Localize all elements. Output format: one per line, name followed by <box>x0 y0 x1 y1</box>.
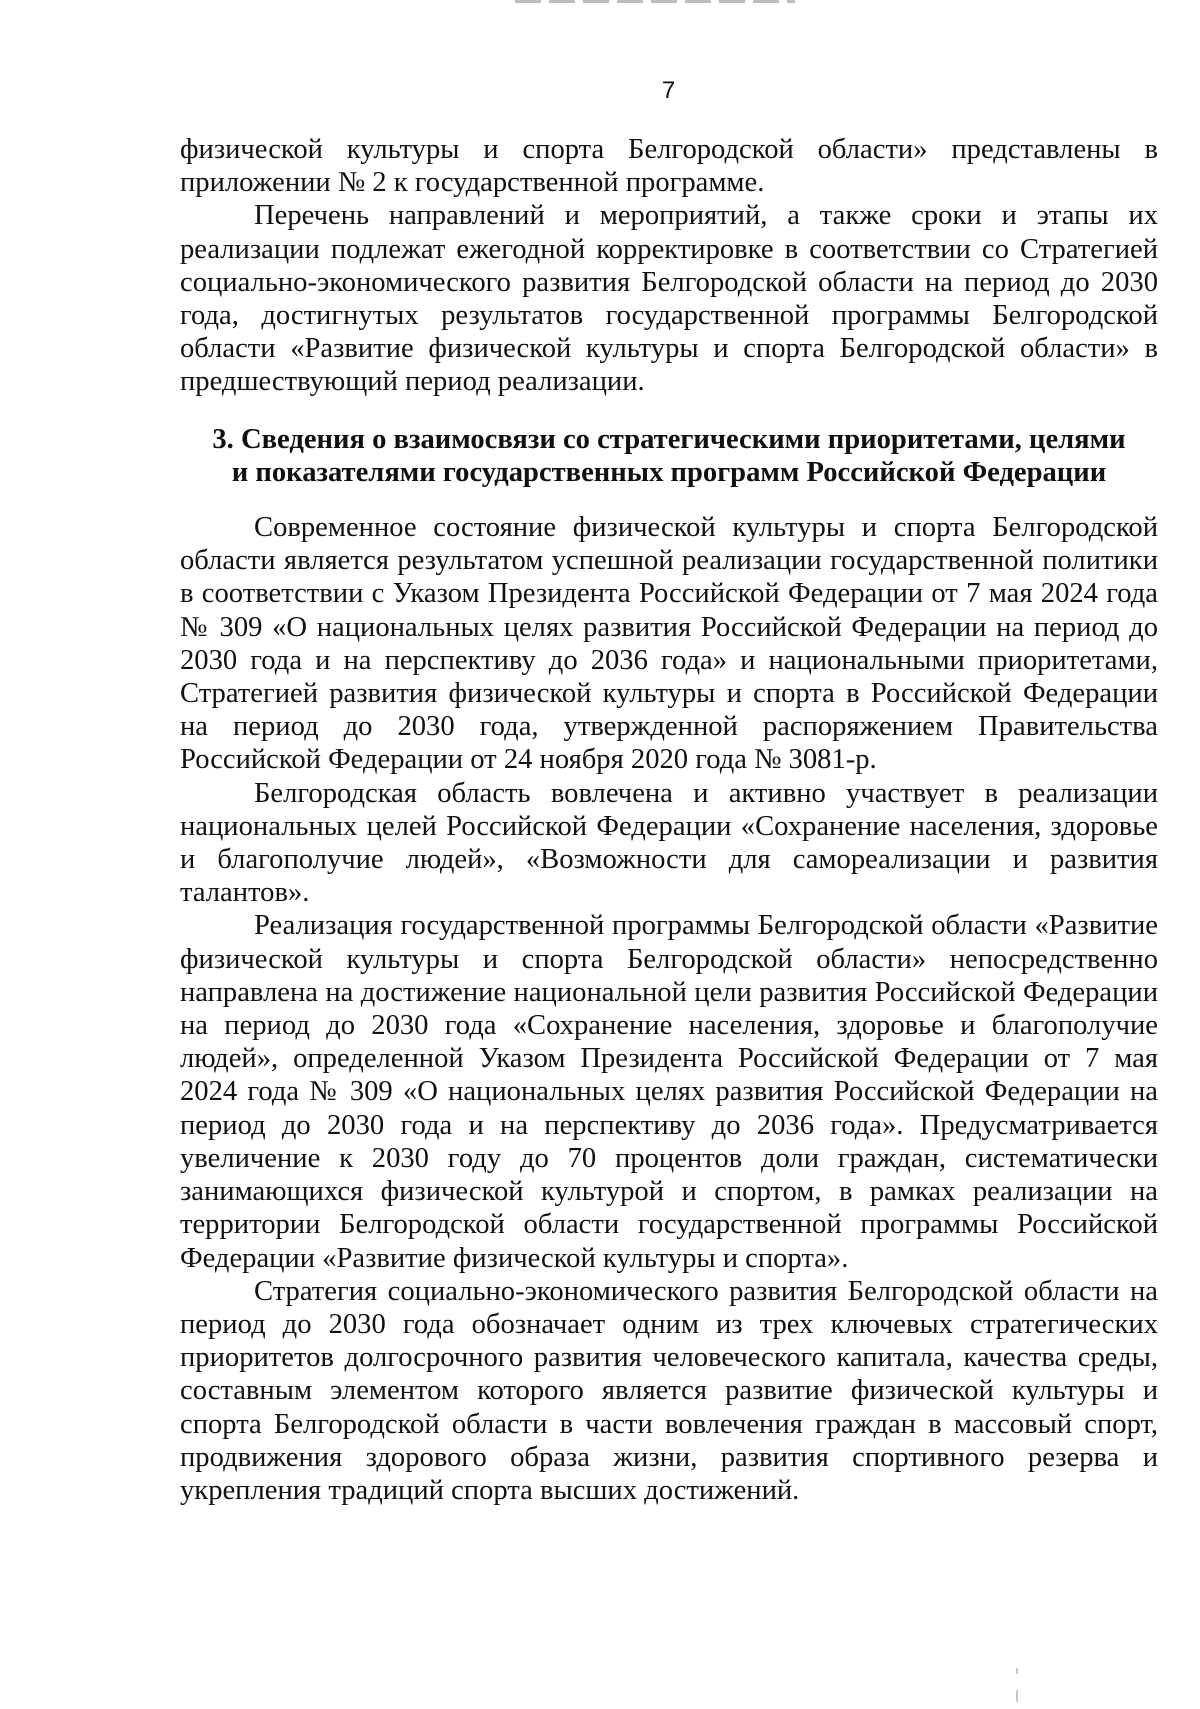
paragraph-continuation: физической культуры и спорта Белгородской области» представлены в приложении № 2 к государственной программе. <box>180 134 1158 199</box>
document-body <box>180 133 1158 1507</box>
scan-edge-artifact <box>515 0 795 3</box>
paragraph: Перечень направлений и мероприятий, а также сроки и этапы их реализации подлежат ежегодной корректировке в соответствии со Стратегией социально-экономического развития Белгородской области на период до 2030 года, достигнутых результатов государственной программы Белгородской области «Развитие физической культуры и спорта Белгородской области» в предшествующий период реализации. <box>180 200 1158 398</box>
paragraph: Современное состояние физической культуры и спорта Белгородской области является результатом успешной реализации государственной политики в соответствии с Указом Президента Российской Федерации от 7 мая 2024 года № 309 «О национальных целях развития Российской Федерации на период до 2030 года и на перспективу до 2036 года» и национальными приоритетами, Стратегией развития физической культуры и спорта в Российской Федерации на период до 2030 года, утвержденной распоряжением Правительства Российской Федерации от 24 ноября 2020 года № 3081-р. <box>180 512 1158 776</box>
section-heading <box>180 423 1158 489</box>
scan-speck <box>1016 1668 1018 1674</box>
paragraph: Стратегия социально-экономического развития Белгородской области на период до 2030 года обозначает одним из трех ключевых стратегических приоритетов долгосрочного развития человеческого капитала, качества среды, составным элементом которого является развитие физической культуры и спорта Белгородской области в части вовлечения граждан в массовый спорт, продвижения здорового образа жизни, развития спортивного резерва и укрепления традиций спорта высших достижений. <box>180 1275 1158 1506</box>
scan-speck <box>1016 1690 1018 1702</box>
page-number: 7 <box>661 77 676 104</box>
section-heading-line: и показателями государственных программ Российской Федерации <box>231 456 1107 488</box>
section-heading-line: 3. Сведения о взаимосвязи со стратегическими приоритетами, целями <box>212 423 1126 455</box>
paragraph: Реализация государственной программы Белгородской области «Развитие физической культуры и спорта Белгородской области» непосредственно направлена на достижение национальной цели развития Российской Федерации на период до 2030 года «Сохранение населения, здоровье и благополучие людей», определенной Указом Президента Российской Федерации от 7 мая 2024 года № 309 «О национальных целях развития Российской Федерации на период до 2030 года и на перспективу до 2036 года». Предусматривается увеличение к 2030 году до 70 процентов доли граждан, систематически занимающихся физической культурой и спортом, в рамках реализации на территории Белгородской области государственной программы Российской Федерации «Развитие физической культуры и спорта». <box>180 910 1158 1274</box>
paragraph: Белгородская область вовлечена и активно участвует в реализации национальных целей Российской Федерации «Сохранение населения, здоровье и благополучие людей», «Возможности для самореализации и развития талантов». <box>180 777 1158 909</box>
